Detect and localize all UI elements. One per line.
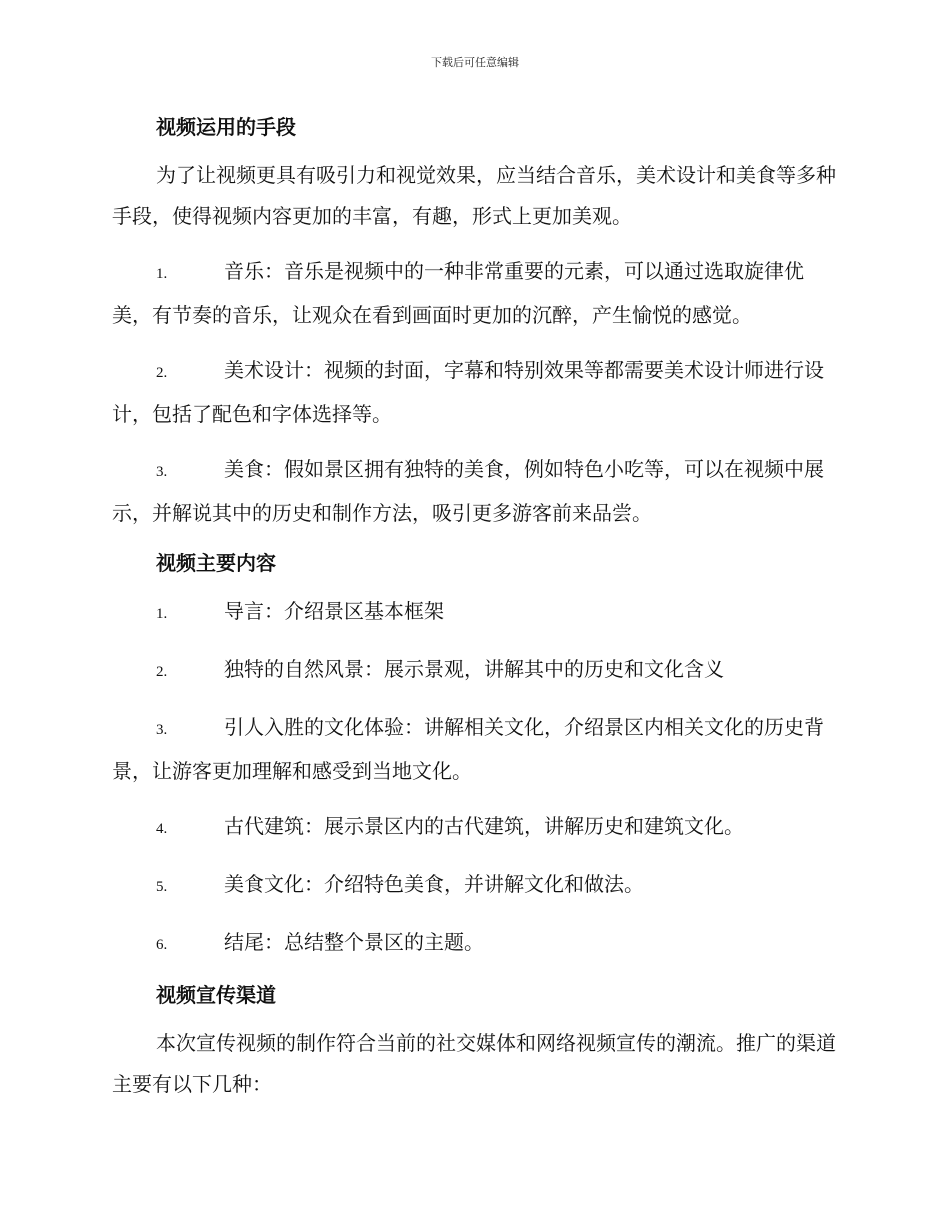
list-item-text: 引人入胜的文化体验：讲解相关文化，介绍景区内相关文化的历史背景，让游客更加理解和感受到当地文化。 — [112, 715, 824, 783]
section-heading-channels: 视频宣传渠道 — [156, 983, 276, 1007]
list-item — [112, 251, 838, 336]
list-item-text: 美术设计：视频的封面，字幕和特别效果等都需要美术设计师进行设计，包括了配色和字体选择等。 — [112, 358, 824, 426]
list-item — [112, 591, 838, 635]
list-item — [112, 806, 838, 850]
list-number: 1. — [156, 606, 168, 622]
list-item — [112, 350, 838, 435]
list-item-text: 古代建筑：展示景区内的古代建筑，讲解历史和建筑文化。 — [224, 814, 744, 838]
list-number: 3. — [156, 464, 168, 480]
list-item — [112, 649, 838, 693]
list-item — [112, 707, 838, 792]
section-heading-methods: 视频运用的手段 — [156, 115, 296, 139]
list-item — [112, 922, 838, 966]
paragraph-methods-intro: 为了让视频更具有吸引力和视觉效果，应当结合音乐，美术设计和美食等多种手段，使得视频内容更加的丰富，有趣，形式上更加美观。 — [112, 163, 836, 228]
list-item-text: 美食文化：介绍特色美食，并讲解文化和做法。 — [224, 872, 644, 896]
document-body — [112, 112, 838, 1105]
section-heading-content: 视频主要内容 — [156, 551, 276, 575]
list-number: 2. — [156, 664, 168, 680]
list-number: 5. — [156, 879, 168, 895]
list-item-text: 导言：介绍景区基本框架 — [224, 599, 444, 623]
list-number: 2. — [156, 365, 168, 381]
list-number: 6. — [156, 937, 168, 953]
page-header: 下载后可任意编辑 — [431, 56, 519, 69]
list-item — [112, 449, 838, 534]
list-item-text: 音乐：音乐是视频中的一种非常重要的元素，可以通过选取旋律优美，有节奏的音乐，让观众在看到画面时更加的沉醉，产生愉悦的感觉。 — [112, 259, 804, 327]
paragraph-channels-intro: 本次宣传视频的制作符合当前的社交媒体和网络视频宣传的潮流。推广的渠道主要有以下几种： — [112, 1031, 836, 1096]
list-number: 1. — [156, 266, 168, 282]
list-number: 3. — [156, 722, 168, 738]
list-item-text: 结尾：总结整个景区的主题。 — [224, 930, 484, 954]
list-item-text: 独特的自然风景：展示景观，讲解其中的历史和文化含义 — [224, 657, 724, 681]
list-item — [112, 864, 838, 908]
list-number: 4. — [156, 821, 168, 837]
list-item-text: 美食：假如景区拥有独特的美食，例如特色小吃等，可以在视频中展示，并解说其中的历史和制作方法，吸引更多游客前来品尝。 — [112, 457, 824, 525]
